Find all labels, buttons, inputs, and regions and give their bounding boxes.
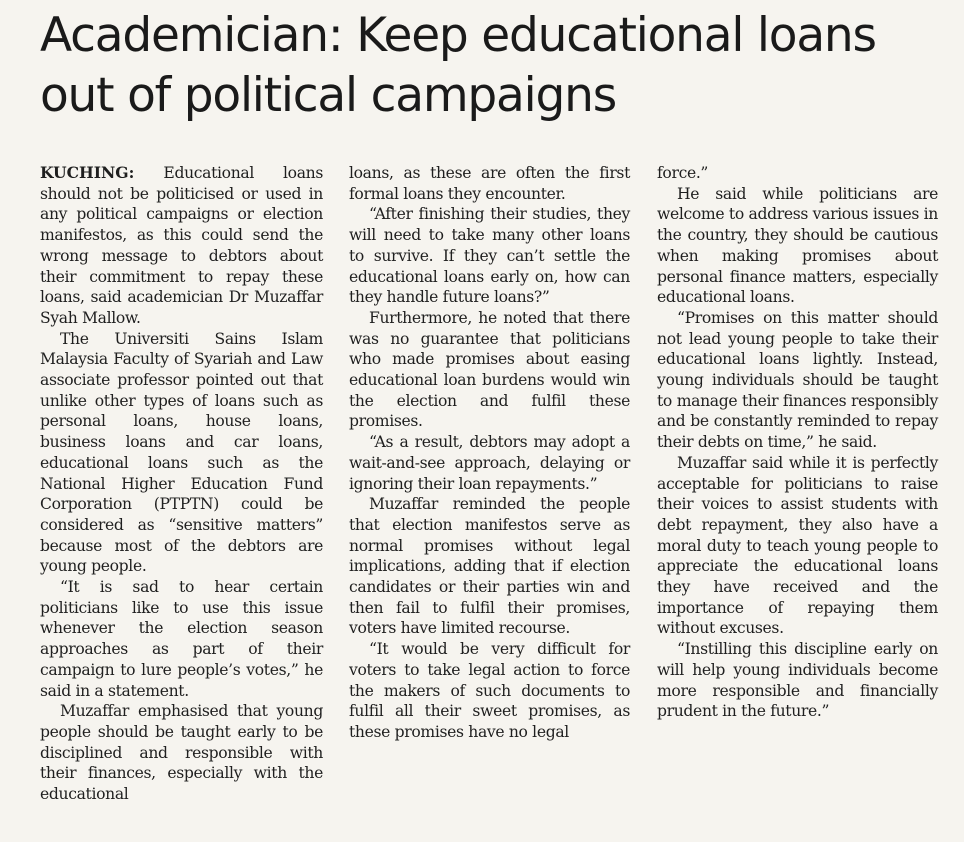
article-column-1 [40, 163, 323, 805]
article-column-2 [349, 163, 630, 743]
paragraph: Muzaffar reminded the people that election manifestos serve as normal promises without legal implications, adding that if election candidates or their parties win and then fail to fulfil their promises, voters have limited recourse. [349, 495, 630, 638]
paragraph [40, 163, 323, 329]
paragraph: loans, as these are often the first formal loans they encounter. [349, 164, 630, 203]
paragraph: “After finishing their studies, they will need to take many other loans to survive. If they can’t settle the educational loans early on, how can they handle future loans?” [349, 205, 630, 307]
paragraph: force.” [657, 164, 709, 182]
article-column-3 [657, 163, 938, 722]
paragraph: Furthermore, he noted that there was no guarantee that politicians who made promises about easing educational loan burdens would win the election and fulfil these promises. [349, 308, 630, 431]
paragraph: “As a result, debtors may adopt a wait-and-see approach, delaying or ignoring their loan repayments.” [349, 433, 630, 493]
paragraph: “It is sad to hear certain politicians like to use this issue whenever the election season approaches as part of their campaign to lure people’s votes,” he said in a statement. [40, 578, 323, 700]
paragraph: He said while politicians are welcome to address various issues in the country, they should be cautious when making promises about personal finance matters, especially educational loans. [657, 184, 938, 307]
paragraph: The Universiti Sains Islam Malaysia Faculty of Syariah and Law associate professor pointed out that unlike other types of loans such as personal loans, house loans, business loans and car loans, educational loans such as the National Higher Education Fund Corporation (PTPTN) could be considered as “sensitive matters” because most of the debtors are young people. [40, 329, 323, 576]
paragraph-text: Educational loans should not be politicised or used in any political campaigns or election manifestos, as this could send the wrong message to debtors about their commitment to repay these loans, said academician Dr Muzaffar Syah Mallow. [40, 164, 323, 327]
headline: Academician: Keep educational loans out of political campaigns [40, 8, 876, 123]
paragraph: “It would be very difficult for voters to take legal action to force the makers of such documents to fulfil all their sweet promises, as these promises have no legal [349, 640, 630, 741]
paragraph: “Instilling this discipline early on will help young individuals become more responsible and financially prudent in the future.” [657, 640, 938, 721]
dateline: KUCHING: [40, 163, 135, 182]
paragraph: “Promises on this matter should not lead young people to take their educational loans lightly. Instead, young individuals should be taught to manage their finances responsibly and be constantly reminded to repay their debts on time,” he said. [657, 308, 938, 452]
paragraph: Muzaffar emphasised that young people should be taught early to be disciplined and responsible with their finances, especially with the educational [40, 702, 323, 804]
paragraph: Muzaffar said while it is perfectly acceptable for politicians to raise their voices to assist students with debt repayment, they also have a moral duty to teach young people to appreciate the educational loans they have received and the importance of repaying them without excuses. [657, 453, 938, 638]
